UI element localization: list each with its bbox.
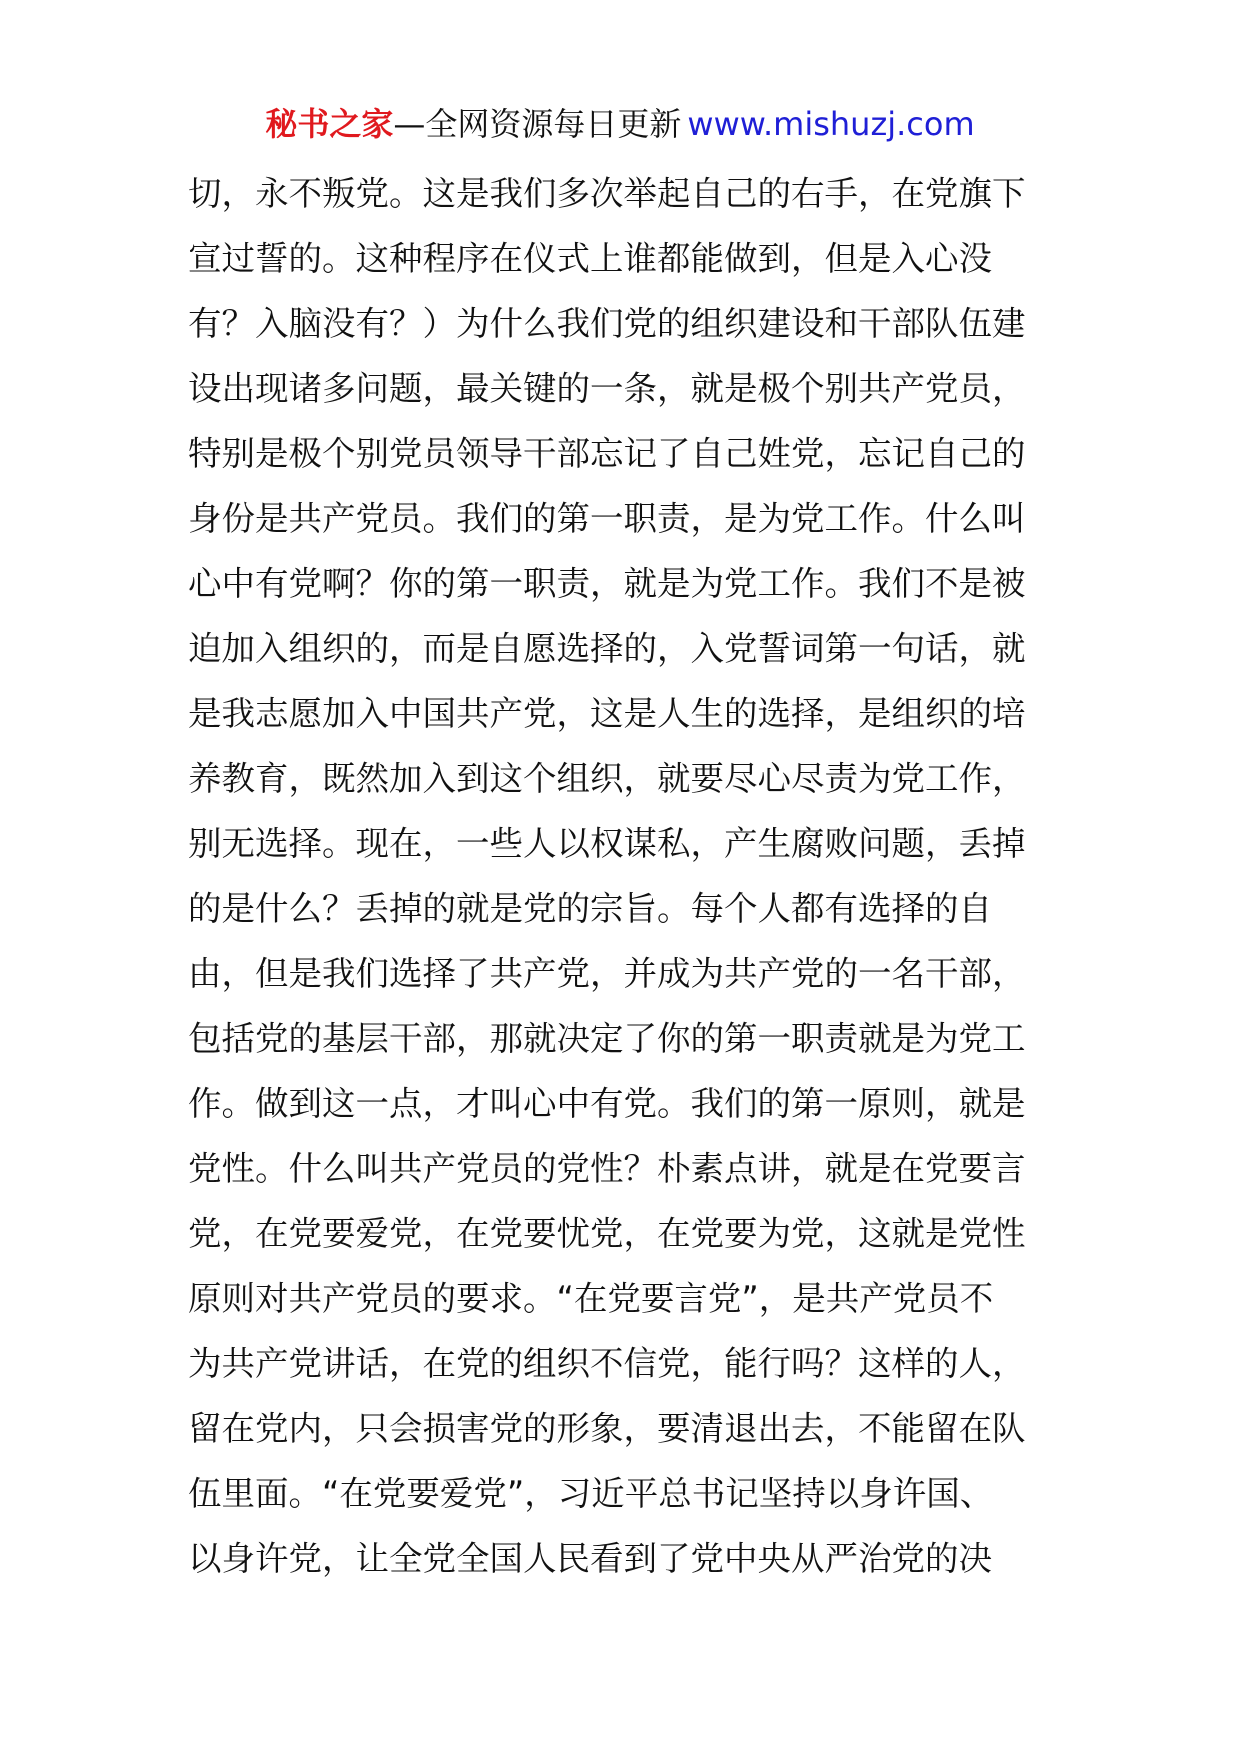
document-body — [188, 161, 1068, 1591]
text-line: 原则对共产党员的要求。“在党要言党”，是共产党员不 — [188, 1279, 994, 1318]
site-brand: 秘书之家 — [265, 105, 394, 143]
text-line: 有？入脑没有？）为什么我们党的组织建设和干部队伍建 — [188, 304, 1026, 343]
text-line: 养教育，既然加入到这个组织，就要尽心尽责为党工作， — [188, 759, 1026, 798]
text-line: 心中有党啊？你的第一职责，就是为党工作。我们不是被 — [188, 564, 1026, 603]
text-line: 迫加入组织的，而是自愿选择的，入党誓词第一句话，就 — [188, 629, 1026, 668]
text-line: 别无选择。现在，一些人以权谋私，产生腐败问题，丢掉 — [188, 824, 1026, 863]
text-line: 宣过誓的。这种程序在仪式上谁都能做到，但是入心没 — [188, 239, 992, 278]
text-line: 包括党的基层干部，那就决定了你的第一职责就是为党工 — [188, 1019, 1026, 1058]
text-line: 留在党内，只会损害党的形象，要清退出去，不能留在队 — [188, 1409, 1026, 1448]
text-line: 切，永不叛党。这是我们多次举起自己的右手，在党旗下 — [188, 174, 1026, 213]
text-line: 作。做到这一点，才叫心中有党。我们的第一原则，就是 — [188, 1084, 1026, 1123]
site-header — [0, 100, 1240, 148]
text-line: 是我志愿加入中国共产党，这是人生的选择，是组织的培 — [188, 694, 1026, 733]
text-line: 身份是共产党员。我们的第一职责，是为党工作。什么叫 — [188, 499, 1026, 538]
text-line: 伍里面。“在党要爱党”，习近平总书记坚持以身许国、 — [188, 1474, 994, 1513]
text-line: 由，但是我们选择了共产党，并成为共产党的一名干部， — [188, 954, 1026, 993]
text-line: 的是什么？丢掉的就是党的宗旨。每个人都有选择的自 — [188, 889, 992, 928]
text-line: 党性。什么叫共产党员的党性？朴素点讲，就是在党要言 — [188, 1149, 1026, 1188]
text-line: 特别是极个别党员领导干部忘记了自己姓党，忘记自己的 — [188, 434, 1026, 473]
site-url-link[interactable]: www.mishuzj.com — [687, 105, 975, 143]
text-line: 党，在党要爱党，在党要忧党，在党要为党，这就是党性 — [188, 1214, 1026, 1253]
text-line: 以身许党，让全党全国人民看到了党中央从严治党的决 — [188, 1539, 992, 1578]
text-line: 设出现诸多问题，最关键的一条，就是极个别共产党员， — [188, 369, 1026, 408]
site-tagline: —全网资源每日更新 — [393, 105, 682, 143]
text-line: 为共产党讲话，在党的组织不信党，能行吗？这样的人， — [188, 1344, 1026, 1383]
